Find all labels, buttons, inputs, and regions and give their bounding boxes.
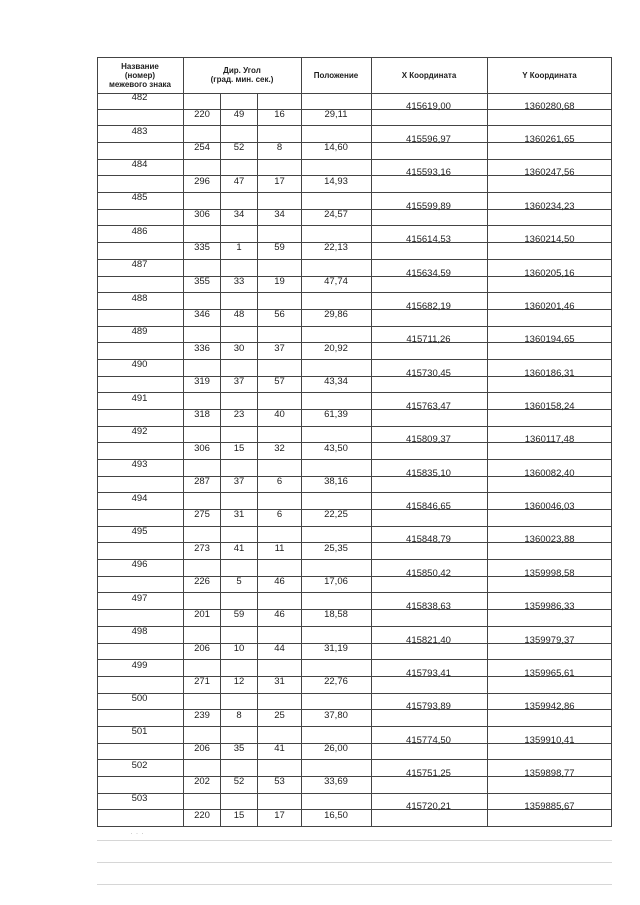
mark-number: 496 <box>131 559 148 571</box>
angle-degrees: 335 <box>194 242 210 254</box>
segment-length: 16,50 <box>324 809 348 821</box>
angle-minutes: 47 <box>233 175 245 187</box>
segment-length: 43,50 <box>324 442 348 454</box>
angle-degrees: 275 <box>194 509 210 521</box>
mark-number: 498 <box>131 626 148 638</box>
angle-seconds: 17 <box>274 175 285 187</box>
y-coordinate: 1359979,37 <box>524 634 575 646</box>
segment-length: 14,60 <box>324 142 348 154</box>
angle-seconds: 46 <box>274 609 285 621</box>
angle-seconds: 56 <box>274 309 285 321</box>
angle-degrees: 239 <box>194 709 210 721</box>
angle-seconds: 11 <box>274 542 285 554</box>
mark-number: 500 <box>131 692 148 704</box>
scan-artifact-line <box>97 862 612 863</box>
segment-length: 22,76 <box>324 676 348 688</box>
mark-number: 502 <box>131 759 148 771</box>
angle-minutes: 8 <box>236 709 242 721</box>
angle-seconds: 6 <box>276 476 283 488</box>
x-coordinate: 415763,47 <box>406 400 451 412</box>
segment-length: 37,80 <box>324 709 348 721</box>
y-coordinate: 1359986,33 <box>524 601 575 613</box>
angle-seconds: 34 <box>274 209 285 221</box>
angle-minutes: 35 <box>233 742 245 754</box>
angle-seconds: 32 <box>274 442 285 454</box>
angle-degrees: 336 <box>194 342 210 354</box>
x-coordinate: 415751,25 <box>406 767 451 779</box>
x-coordinate: 415793,89 <box>406 701 451 713</box>
y-coordinate: 1360214,50 <box>524 234 575 246</box>
x-coordinate: 415848,79 <box>406 534 451 546</box>
x-coordinate: 415838,63 <box>406 601 451 613</box>
y-coordinate: 1360234,23 <box>524 200 575 212</box>
y-coordinate: 1359965,61 <box>524 667 575 679</box>
y-coordinate: 1359885,67 <box>524 801 575 813</box>
scan-artifact-text: · · · <box>130 828 144 838</box>
angle-minutes: 1 <box>236 242 242 254</box>
angle-degrees: 220 <box>194 809 210 821</box>
y-coordinate: 1360158,24 <box>524 400 575 412</box>
segment-length: 29,11 <box>324 109 348 121</box>
segment-length: 43,34 <box>324 375 348 387</box>
angle-degrees: 254 <box>194 142 210 154</box>
header-x-coordinate <box>371 57 487 94</box>
y-coordinate: 1360117,48 <box>524 434 575 446</box>
angle-minutes: 48 <box>233 309 245 321</box>
mark-number: 495 <box>131 526 148 538</box>
mark-number: 491 <box>131 392 148 404</box>
angle-degrees: 306 <box>194 209 210 221</box>
segment-length: 18,58 <box>324 609 348 621</box>
mark-number: 488 <box>131 292 148 304</box>
angle-minutes: 10 <box>233 642 245 654</box>
header-x-label: X Координата <box>401 70 457 80</box>
angle-minutes: 52 <box>233 776 245 788</box>
y-coordinate: 1360201,46 <box>524 300 575 312</box>
x-coordinate: 415821,40 <box>406 634 451 646</box>
angle-seconds: 57 <box>274 375 285 387</box>
mark-number: 486 <box>131 225 148 237</box>
y-coordinate: 1359998,58 <box>524 567 575 579</box>
angle-minutes: 52 <box>233 142 245 154</box>
segment-length: 24,57 <box>324 209 348 221</box>
y-coordinate: 1360194,65 <box>524 334 575 346</box>
header-mark-name-line3: межевого знака <box>108 79 172 89</box>
angle-minutes: 41 <box>233 542 245 554</box>
angle-minutes: 15 <box>233 442 245 454</box>
coordinates-table <box>97 57 612 827</box>
x-coordinate: 415720,21 <box>406 801 451 813</box>
y-coordinate: 1359910,41 <box>524 734 575 746</box>
x-coordinate: 415835,10 <box>406 467 451 479</box>
angle-minutes: 49 <box>233 109 245 121</box>
angle-degrees: 206 <box>194 642 210 654</box>
segment-length: 31,19 <box>324 642 348 654</box>
x-coordinate: 415599,89 <box>406 200 451 212</box>
x-coordinate: 415596,97 <box>406 134 451 146</box>
angle-seconds: 44 <box>274 642 285 654</box>
angle-minutes: 12 <box>233 676 245 688</box>
segment-length: 22,13 <box>324 242 348 254</box>
header-length-label: Положение <box>313 70 359 80</box>
angle-minutes: 33 <box>233 275 245 287</box>
mark-number: 501 <box>131 726 148 738</box>
angle-minutes: 15 <box>233 809 245 821</box>
angle-degrees: 206 <box>194 742 210 754</box>
mark-number: 487 <box>131 259 148 271</box>
row-divider <box>97 826 612 827</box>
x-coordinate: 415850,42 <box>406 567 451 579</box>
angle-minutes: 5 <box>236 576 242 588</box>
angle-degrees: 201 <box>194 609 210 621</box>
mark-number: 483 <box>131 125 148 137</box>
angle-seconds: 53 <box>274 776 285 788</box>
segment-length: 20,92 <box>324 342 348 354</box>
mark-number: 489 <box>131 325 148 337</box>
y-coordinate: 1360247,56 <box>524 167 575 179</box>
y-coordinate: 1360280,68 <box>524 100 575 112</box>
angle-degrees: 346 <box>194 309 210 321</box>
angle-seconds: 40 <box>274 409 285 421</box>
x-coordinate: 415614,53 <box>406 234 451 246</box>
mark-number: 499 <box>131 659 148 671</box>
y-coordinate: 1360261,65 <box>524 134 575 146</box>
angle-seconds: 6 <box>276 509 283 521</box>
y-coordinate: 1360082,40 <box>524 467 575 479</box>
header-mark-name-line1: Название <box>121 61 159 71</box>
y-coordinate: 1360186,31 <box>524 367 575 379</box>
angle-minutes: 23 <box>233 409 245 421</box>
angle-minutes: 37 <box>233 476 245 488</box>
mark-number: 503 <box>131 792 148 804</box>
y-coordinate: 1359942,86 <box>524 701 575 713</box>
segment-length: 33,69 <box>324 776 348 788</box>
angle-degrees: 220 <box>194 109 210 121</box>
segment-length: 29,86 <box>324 309 348 321</box>
segment-length: 14,93 <box>324 175 348 187</box>
angle-minutes: 59 <box>233 609 245 621</box>
header-y-coordinate <box>487 57 612 94</box>
x-coordinate: 415634,59 <box>406 267 451 279</box>
x-coordinate: 415774,50 <box>406 734 451 746</box>
angle-minutes: 30 <box>233 342 245 354</box>
header-angle-line1: Дир. Угол <box>223 66 261 75</box>
segment-length: 26,00 <box>324 742 348 754</box>
angle-degrees: 355 <box>194 275 210 287</box>
angle-degrees: 271 <box>194 676 210 688</box>
x-coordinate: 415793,41 <box>406 667 451 679</box>
angle-seconds: 41 <box>274 742 285 754</box>
mark-number: 485 <box>131 192 148 204</box>
angle-seconds: 31 <box>274 676 285 688</box>
x-coordinate: 415711,26 <box>406 334 451 346</box>
scan-artifact-line <box>97 840 612 841</box>
angle-minutes: 34 <box>233 209 245 221</box>
mark-number: 494 <box>131 492 148 504</box>
x-coordinate: 415730,45 <box>406 367 451 379</box>
header-direction-angle <box>183 57 301 94</box>
header-mark-name-line2: (номер) <box>124 70 156 80</box>
angle-seconds: 8 <box>276 142 283 154</box>
segment-length: 47,74 <box>324 275 348 287</box>
scan-artifact-line <box>97 884 612 885</box>
header-mark-name <box>97 57 183 94</box>
angle-degrees: 296 <box>194 175 210 187</box>
angle-minutes: 37 <box>233 375 245 387</box>
mark-number: 493 <box>131 459 148 471</box>
angle-seconds: 19 <box>274 275 285 287</box>
mark-number: 484 <box>131 159 148 171</box>
angle-seconds: 25 <box>274 709 285 721</box>
mark-number: 482 <box>131 92 148 104</box>
mark-number: 492 <box>131 425 148 437</box>
x-coordinate: 415593,16 <box>406 167 451 179</box>
angle-seconds: 37 <box>274 342 285 354</box>
segment-length: 61,39 <box>324 409 348 421</box>
header-angle-line2: (град. мин. сек.) <box>210 75 274 84</box>
angle-degrees: 287 <box>194 476 210 488</box>
x-coordinate: 415682,19 <box>406 300 451 312</box>
angle-seconds: 59 <box>274 242 285 254</box>
angle-degrees: 318 <box>194 409 210 421</box>
angle-seconds: 46 <box>274 576 285 588</box>
segment-length: 25,35 <box>324 542 348 554</box>
segment-length: 38,16 <box>324 476 348 488</box>
angle-degrees: 202 <box>194 776 210 788</box>
angle-degrees: 306 <box>194 442 210 454</box>
angle-seconds: 17 <box>274 809 285 821</box>
angle-seconds: 16 <box>274 109 285 121</box>
x-coordinate: 415619,00 <box>406 100 451 112</box>
segment-length: 22,25 <box>324 509 348 521</box>
segment-length: 17,06 <box>324 576 348 588</box>
angle-degrees: 319 <box>194 375 210 387</box>
mark-number: 497 <box>131 592 148 604</box>
angle-minutes: 31 <box>233 509 245 521</box>
y-coordinate: 1360023,88 <box>524 534 575 546</box>
angle-degrees: 273 <box>194 542 210 554</box>
x-coordinate: 415809,37 <box>406 434 451 446</box>
angle-degrees: 226 <box>194 576 210 588</box>
x-coordinate: 415846,65 <box>406 501 451 513</box>
header-length <box>301 57 371 94</box>
y-coordinate: 1360046,03 <box>524 501 575 513</box>
header-y-label: Y Координата <box>522 70 577 80</box>
y-coordinate: 1360205,16 <box>524 267 575 279</box>
y-coordinate: 1359898,77 <box>524 767 575 779</box>
mark-number: 490 <box>131 359 148 371</box>
